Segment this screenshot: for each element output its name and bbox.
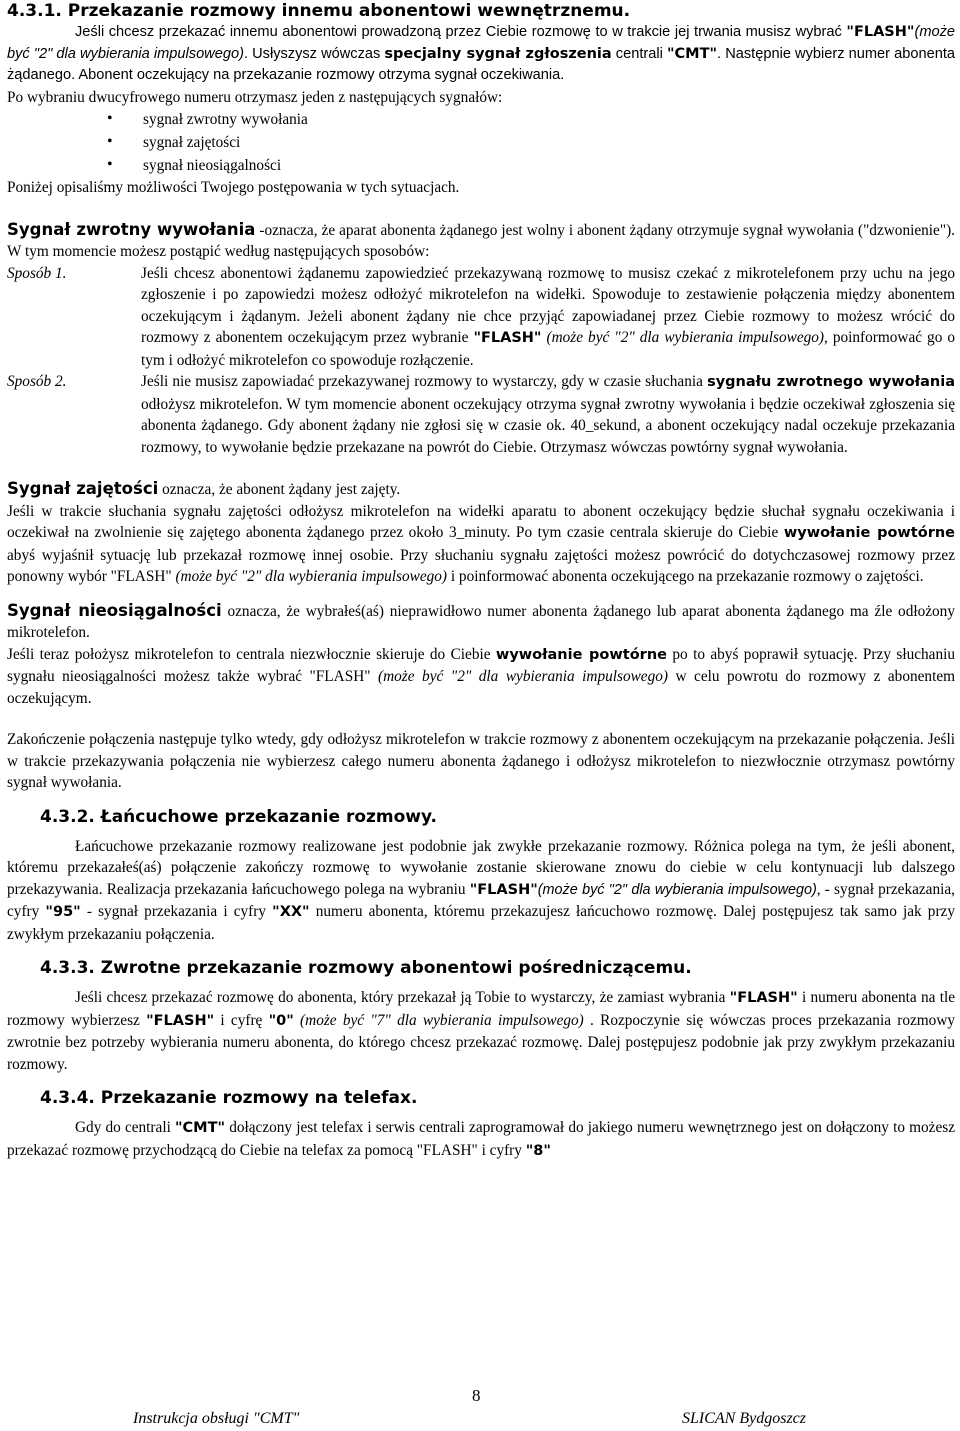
text: . Rozpoczynie się wówczas proces przekazania rozmowy zwrotnie bez potrzeby wybierania numeru abonenta, do którego chcesz przekazać rozmowę. Dalej postępujesz podobnie jak przy zwykłym przekazaniu rozmowy. xyxy=(7,1011,956,1073)
flash-key-label: "FLASH" xyxy=(146,1012,215,1029)
text-italic: (może być "2" dla wybierania impulsowego) xyxy=(541,329,824,346)
text: Gdy do centrali xyxy=(75,1119,175,1136)
paragraph-zwrotny xyxy=(7,219,955,263)
digits-label: "XX" xyxy=(272,904,310,920)
paragraph-434 xyxy=(7,1117,955,1162)
method-label: Sposób 2. xyxy=(7,373,67,390)
paragraph-sposob-1 xyxy=(7,263,955,372)
text: i numeru abonenta na tle rozmowy wybierzesz xyxy=(7,989,955,1029)
page-number: 8 xyxy=(472,1386,481,1405)
list-item: • sygnał zajętości xyxy=(7,131,955,154)
text: Jeśli chcesz abonentowi żądanemu zapowiedzieć przekazywaną rozmowę to musisz czekać z mikrotelefonem przy uchu na jego zgłoszenie i po zapowiedzi możesz odłożyć mikrotelefon na widełki. Spowoduje to zestawienie połączenia między abonentem oczekującym i żądanym. Jeżeli abonent żądany nie chce przyjąć zapowiadanej przez Ciebie rozmowy to możesz wrócić do rozmowy z abonentem oczekującym przez wybranie xyxy=(141,264,955,346)
section-heading-434: 4.3.4. Przekazanie rozmowy na telefax. xyxy=(40,1088,418,1108)
digits-label: "0" xyxy=(268,1012,294,1029)
section-heading-431: 4.3.1. Przekazanie rozmowy innemu abonentowi wewnętrznemu. xyxy=(7,1,631,21)
spacer xyxy=(7,709,955,729)
text: , poinformować go o tym i odłożyć mikrotelefon co spowoduje rozłączenie. xyxy=(141,329,955,369)
spacer xyxy=(7,828,955,836)
footer-right: SLICAN Bydgoszcz xyxy=(682,1410,806,1427)
text: i poinformować abonenta oczekującego na przekazanie rozmowy o zajętości. xyxy=(447,568,924,585)
paragraph-nieosiagalnosci xyxy=(7,644,955,710)
paragraph-zajetosci xyxy=(7,501,955,588)
spacer xyxy=(7,1109,955,1117)
lead-term: Sygnał zajętości xyxy=(7,479,159,498)
method-label: Sposób 1. xyxy=(7,264,67,282)
text: abyś wyjaśnił sytuację lub przekazał rozmowę innej osobie. Przy słuchaniu sygnału zajętości możesz powrócić do dotychczasowej rozmowy przez ponowny wybór "FLASH" xyxy=(7,546,955,585)
spacer xyxy=(7,1075,955,1087)
paragraph-431-signals: Po wybraniu dwucyfrowego numeru otrzymasz jeden z następujących sygnałów: xyxy=(7,88,503,106)
paragraph-432 xyxy=(7,836,955,946)
flash-key-label: "FLASH" xyxy=(729,990,798,1006)
text-italic: (może być "7" dla wybierania impulsowego) xyxy=(293,1011,584,1029)
spacer xyxy=(7,979,955,987)
document-page xyxy=(7,0,955,1162)
text: centrali xyxy=(611,45,667,62)
text: oznacza, że wybrałeś(aś) nieprawidłowo numer abonenta żądanego lub aparat abonenta żądanego ma źle odłożony mikrotelefon. xyxy=(7,602,955,641)
text-bold: sygnału zwrotnego wywołania xyxy=(707,374,955,390)
text-bold: specjalny sygnał zgłoszenia xyxy=(384,45,612,62)
list-item: • sygnał nieosiągalności xyxy=(7,154,955,177)
spacer xyxy=(7,945,955,957)
paragraph-zajetosci-def xyxy=(7,478,955,501)
text-bold: wywołanie powtórne xyxy=(783,525,956,541)
text: -oznacza, że aparat abonenta żądanego jest wolny i abonent żądany otrzymuje sygnał wywołania ("dzwonienie"). W tym momencie możesz postąpić według następujących sposobów: xyxy=(7,221,955,260)
text: oznacza, że abonent żądany jest zajęty. xyxy=(158,481,401,498)
flash-key-label: "FLASH" xyxy=(473,330,542,346)
text: po to abyś poprawił sytuację. Przy słuchaniu sygnału nieosiągalności możesz także wybrać "FLASH" xyxy=(7,645,955,685)
text: Łańcuchowe przekazanie rozmowy realizowane jest podobnie jak zwykłe przekazanie rozmowy. Różnica polega na tym, że jeśli abonent, któremu przekazałeś(aś) połączenie zakończy rozmowę to wywołanie zostanie skierowane znowu do ciebie w celu kontynuacji lub dalszego przekazywania. Realizacja przekazania łańcuchowego polega na wybraniu xyxy=(7,837,955,898)
digits-label: "95" xyxy=(45,904,81,920)
text: , - sygnał przekazania, cyfry xyxy=(7,880,955,920)
section-heading-433: 4.3.3. Zwrotne przekazanie rozmowy abonentowi pośredniczącemu. xyxy=(40,958,692,978)
text: dołączony jest telefax i serwis centrali zaprogramował do jakiego numeru wewnętrznego jest on dołączony to możesz przekazać rozmowę przychodzącą do Ciebie na telefax za pomocą "FLASH" i cyfry xyxy=(7,1119,955,1159)
spacer xyxy=(7,458,955,478)
flash-key-label: "FLASH" xyxy=(846,24,915,40)
lead-term: Sygnał nieosiągalności xyxy=(7,600,222,620)
paragraph-zakonczenie: Zakończenie połączenia następuje tylko wtedy, gdy odłożysz mikrotelefon w trakcie rozmowy z abonentem oczekującym na przekazanie połączenia. Jeśli w trakcie przekazywania połączenia nie wybierzesz całego numeru abonenta żądanego i odłożysz mikrotelefon to niezwłocznie otrzymasz powtórny sygnał wywołania. xyxy=(7,731,955,791)
paragraph-433 xyxy=(7,987,955,1075)
text: . Usłyszysz wówczas xyxy=(243,45,385,62)
cmt-label: "CMT" xyxy=(666,45,718,62)
text: . Następnie wybierz numer abonenta żądanego. Abonent oczekujący na przekazanie rozmowy otrzyma sygnał oczekiwania. xyxy=(7,45,955,83)
text: i cyfrę xyxy=(214,1011,269,1029)
text: Jeśli teraz położysz mikrotelefon to centrala niezwłocznie skieruje do Ciebie xyxy=(7,645,496,663)
text-bold: wywołanie powtórne xyxy=(495,646,667,663)
text-italic: (może być "2" dla wybierania impulsowego) xyxy=(537,881,817,898)
digits-label: "8" xyxy=(525,1142,551,1159)
text: - sygnał przekazania i cyfry xyxy=(80,903,273,920)
list-item: • sygnał zwrotny wywołania xyxy=(7,108,955,131)
paragraph-sposob-2 xyxy=(7,371,955,458)
signal-list xyxy=(7,108,955,177)
flash-key-label: "FLASH" xyxy=(469,881,538,898)
text: w celu powrotu do rozmowy z abonentem oczekującym. xyxy=(7,668,956,707)
spacer xyxy=(7,588,955,600)
paragraph-431-intro xyxy=(7,22,955,87)
footer-left: Instrukcja obsługi "CMT" xyxy=(133,1410,300,1427)
text: Jeśli nie musisz zapowiadać przekazywanej rozmowy to wystarczy, gdy w czasie słuchania xyxy=(141,373,708,390)
text: Jeśli chcesz przekazać rozmowę do abonenta, który przekazał ją Tobie to wystarczy, że zamiast wybrania xyxy=(75,989,730,1006)
paragraph-nieosiagalnosci-def xyxy=(7,600,955,644)
text: odłożysz mikrotelefon. W tym momencie abonent oczekujący otrzyma sygnał zwrotny wywołania i będzie oczekiwał zgłoszenia się abonenta żądanego. Gdy abonent żądany nie zgłosi się w czasie ok. 40_sekund, a abonent oczekujący nadal oczekuje przekazania rozmowy, to wywołanie będzie przekazane na powrót do Ciebie. Otrzymasz wówczas powtórny sygnał wywołania. xyxy=(141,395,955,456)
text-italic: (może być "2" dla wybierania impulsowego) xyxy=(7,24,955,62)
paragraph-431-below: Poniżej opisaliśmy możliwości Twojego postępowania w tych sytuacjach. xyxy=(7,179,460,196)
text: Jeśli chcesz przekazać innemu abonentowi prowadzoną przez Ciebie rozmowę to w trakcie jej trwania musisz wybrać xyxy=(75,24,847,40)
lead-term: Sygnał zwrotny wywołania xyxy=(7,219,256,239)
text: Jeśli w trakcie słuchania sygnału zajętości odłożysz mikrotelefon na widełki aparatu to abonent oczekujący będzie słuchał sygnału oczekiwania i oczekiwał na zwolnienie się zajętego abonenta żądanego przez około 3_minuty. Po tym czasie centrala skieruje do Ciebie xyxy=(7,502,955,541)
spacer xyxy=(7,794,955,806)
text-italic: (może być "2" dla wybierania impulsowego) xyxy=(378,668,668,685)
text-italic: (może być "2" dla wybierania impulsowego) xyxy=(175,568,448,585)
cmt-label: "CMT" xyxy=(174,1120,226,1136)
text: numeru abonenta, któremu przekazujesz łańcuchowo rozmowę. Dalej postępujesz tak samo jak przy zwykłym przekazaniu połączenia. xyxy=(7,903,955,943)
section-heading-432: 4.3.2. Łańcuchowe przekazanie rozmowy. xyxy=(40,806,437,827)
spacer xyxy=(7,199,955,219)
